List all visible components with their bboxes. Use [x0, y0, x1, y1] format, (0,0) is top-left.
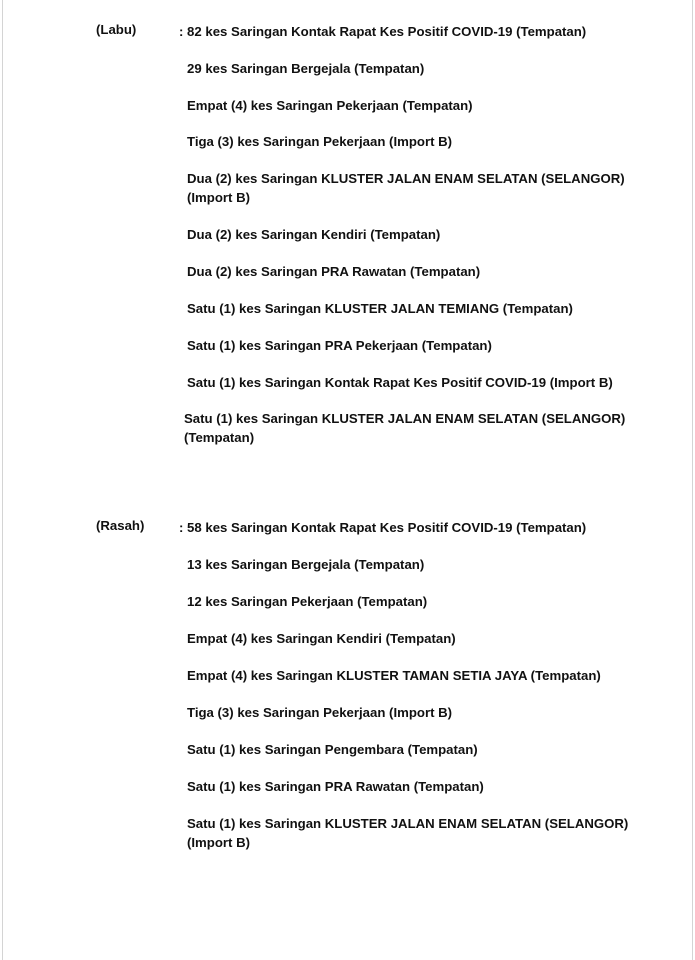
area-label: (Rasah) [96, 518, 145, 533]
case-line: Satu (1) kes Saringan KLUSTER JALAN TEMIANG (Tempatan) [187, 301, 573, 316]
case-line: Satu (1) kes Saringan KLUSTER JALAN ENAM SELATAN (SELANGOR) (Tempatan) [184, 411, 626, 445]
page-right-edge [692, 0, 693, 960]
case-line: Satu (1) kes Saringan Pengembara (Tempatan) [187, 742, 478, 757]
case-line: Empat (4) kes Saringan Pekerjaan (Tempatan) [187, 98, 473, 113]
case-line: Satu (1) kes Saringan Kontak Rapat Kes Positif COVID-19 (Import B) [187, 375, 613, 390]
case-line: Satu (1) kes Saringan KLUSTER JALAN ENAM SELATAN (SELANGOR) (Import B) [187, 816, 629, 850]
case-line: 12 kes Saringan Pekerjaan (Tempatan) [187, 594, 428, 609]
case-line: Dua (2) kes Saringan PRA Rawatan (Tempatan) [187, 264, 481, 279]
case-line: Empat (4) kes Saringan Kendiri (Tempatan) [187, 631, 456, 646]
case-line: : 82 kes Saringan Kontak Rapat Kes Positif COVID-19 (Tempatan) [179, 24, 587, 39]
case-line: Dua (2) kes Saringan Kendiri (Tempatan) [187, 227, 441, 242]
case-line: Dua (2) kes Saringan KLUSTER JALAN ENAM SELATAN (SELANGOR) (Import B) [187, 171, 625, 205]
case-line: Tiga (3) kes Saringan Pekerjaan (Import B) [187, 705, 453, 720]
case-line: Satu (1) kes Saringan PRA Rawatan (Tempatan) [187, 779, 484, 794]
case-line: Tiga (3) kes Saringan Pekerjaan (Import B) [187, 134, 453, 149]
case-line: Satu (1) kes Saringan PRA Pekerjaan (Tempatan) [187, 338, 492, 353]
area-label: (Labu) [96, 22, 137, 37]
page-left-edge [2, 0, 3, 960]
case-line: 29 kes Saringan Bergejala (Tempatan) [187, 61, 425, 76]
case-line: Empat (4) kes Saringan KLUSTER TAMAN SETIA JAYA (Tempatan) [187, 668, 601, 683]
case-line: 13 kes Saringan Bergejala (Tempatan) [187, 557, 425, 572]
case-line: : 58 kes Saringan Kontak Rapat Kes Positif COVID-19 (Tempatan) [179, 520, 587, 535]
